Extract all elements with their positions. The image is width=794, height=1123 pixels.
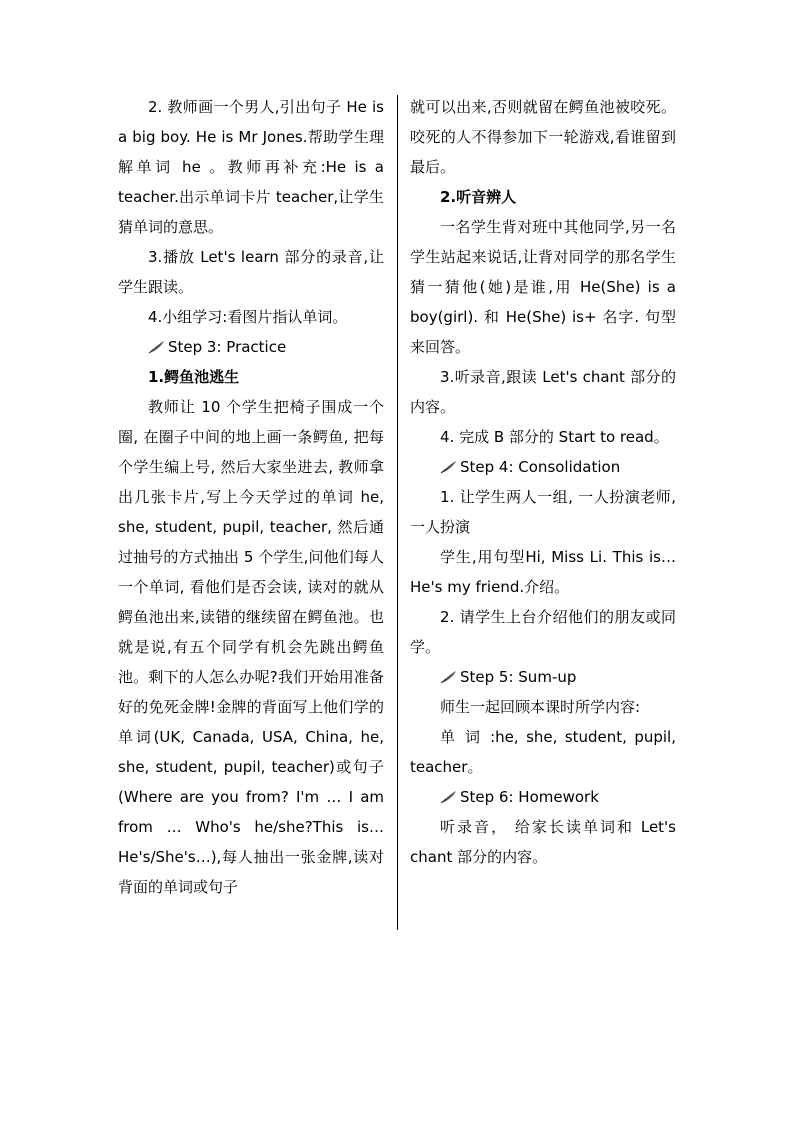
- paragraph-homework: 听录音， 给家长读单词和 Let's chant 部分的内容。: [410, 818, 676, 866]
- paragraph-start-to-read: 4. 完成 B 部分的 Start to read。: [440, 428, 669, 446]
- paragraph-words: 单 词 :he, she, student, pupil, teacher。: [410, 728, 676, 776]
- paragraph-game-continued: 就可以出来,否则就留在鳄鱼池被咬死。咬死的人不得参加下一轮游戏,看谁留到最后。: [410, 98, 676, 176]
- paragraph-guess-who: 一名学生背对班中其他同学,另一名学生站起来说话,让背对同学的那名学生猜一猜他(她)是谁,用 He(She) is a boy(girl). 和 He(She) is+ 名字. 句型来回答。: [410, 218, 676, 356]
- step-4-label: Step 4: Consolidation: [460, 458, 621, 476]
- right-column: [410, 92, 676, 872]
- paragraph-group-study: 4.小组学习:看图片指认单词。: [148, 308, 348, 326]
- pen-icon: [440, 460, 460, 474]
- paragraph-play-recording: 3.播放 Let's learn 部分的录音,让学生跟读。: [118, 248, 384, 296]
- heading-crocodile-pool: 1.鳄鱼池逃生: [148, 368, 240, 386]
- left-column: [118, 92, 384, 902]
- pen-icon: [440, 670, 460, 684]
- paragraph-review: 师生一起回顾本课时所学内容:: [440, 698, 641, 716]
- step-3-heading: [118, 332, 384, 362]
- paragraph-sentence-pattern: 学生,用句型Hi, Miss Li. This is… He's my friend.介绍。: [410, 548, 676, 596]
- column-divider: [397, 95, 398, 930]
- step-4-heading: [410, 452, 676, 482]
- step-6-heading: [410, 782, 676, 812]
- paragraph-pair-work: 1. 让学生两人一组, 一人扮演老师,一人扮演: [410, 488, 676, 536]
- step-5-label: Step 5: Sum-up: [460, 668, 577, 686]
- step-6-label: Step 6: Homework: [460, 788, 599, 806]
- paragraph-chant: 3.听录音,跟读 Let's chant 部分的内容。: [410, 368, 676, 416]
- step-3-label: Step 3: Practice: [168, 338, 287, 356]
- pen-icon: [440, 790, 460, 804]
- paragraph-crocodile-game: 教师让 10 个学生把椅子围成一个圈, 在圈子中间的地上画一条鳄鱼, 把每个学生编上号, 然后大家坐进去, 教师拿出几张卡片,写上今天学过的单词 he, she, student, pupil, teacher, 然后通过抽号的方式抽出 5 个学生,问他们每人一个单词, 看他们是否会读, 读对的就从鳄鱼池出来,读错的继续留在鳄鱼池。也就是说,有五个同学有机会先跳出鳄鱼池。剩下的人怎么办呢?我们开始用准备好的免死金牌!金牌的背面写上他们学的单词(UK, Canada, USA, China, he, she, student, pupil, teacher)或句子(Where are you from? I'm … I am from … Who's he/she?This is… He's/She's…),每人抽出一张金牌,读对背面的单词或句子: [118, 398, 384, 896]
- step-5-heading: [410, 662, 676, 692]
- paragraph-introduce-friends: 2. 请学生上台介绍他们的朋友或同学。: [410, 608, 676, 656]
- pen-icon: [148, 340, 168, 354]
- heading-listen-identify: 2.听音辨人: [440, 188, 517, 206]
- paragraph-teacher-draws-man: 2. 教师画一个男人,引出句子 He is a big boy. He is Mr Jones.帮助学生理解单词 he 。教师再补充:He is a teacher.出示单词卡片 teacher,让学生猜单词的意思。: [118, 98, 384, 236]
